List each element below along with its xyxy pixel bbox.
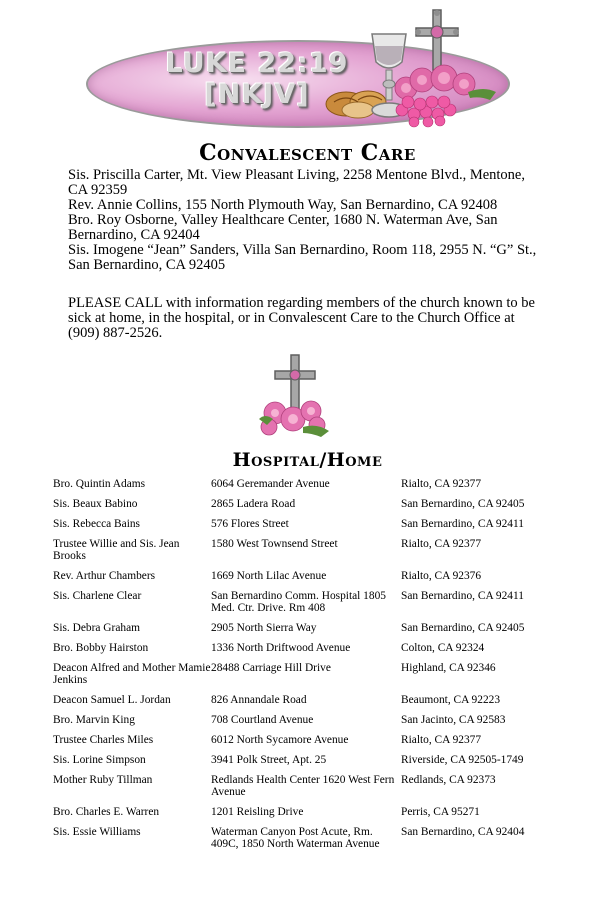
call-notice: PLEASE CALL with information regarding members of the church known to be sick at home, in the hospital, or in Convalescent Care to the Church Office at (909) 887-2526. [68,295,535,341]
member-name: Bro. Marvin King [53,714,135,726]
member-city: Highland, CA 92346 [401,662,496,674]
convalescent-entry: Bro. Roy Osborne, Valley Healthcare Center, 1680 N. Waterman Ave, San Bernardino, CA 92404 [68,212,498,243]
convalescent-list [68,168,546,273]
table-row [53,714,561,734]
member-city: San Bernardino, CA 92405 [401,498,525,510]
member-address: 3941 Polk Street, Apt. 25 [211,754,327,766]
member-address: 2905 North Sierra Way [211,622,317,634]
member-address: 6064 Geremander Avenue [211,478,330,490]
member-address: 2865 Ladera Road [211,498,296,510]
member-address: 576 Flores Street [211,518,289,530]
member-city: Rialto, CA 92376 [401,570,482,582]
table-row [53,662,561,694]
member-city: San Bernardino, CA 92411 [401,590,524,602]
member-address: 708 Courtland Avenue [211,714,314,726]
table-row [53,570,561,590]
verse-line-1: LUKE 22:19 [165,48,349,79]
member-address: 1580 West Townsend Street [211,538,338,550]
member-city: Redlands, CA 92373 [401,774,496,786]
member-name: Sis. Rebecca Bains [53,518,140,530]
member-address: 1336 North Driftwood Avenue [211,642,351,654]
table-row [53,538,561,570]
hospital-home-table [53,478,561,858]
table-row [53,754,561,774]
table-row [53,694,561,714]
member-city: Rialto, CA 92377 [401,734,482,746]
member-name: Mother Ruby Tillman [53,774,153,786]
member-name: Deacon Samuel L. Jordan [53,694,171,706]
member-city: San Bernardino, CA 92405 [401,622,525,634]
member-address: Redlands Health Center 1620 West Fern Avenue [211,774,395,798]
table-row [53,590,561,622]
verse-line-2: [NKJV] [204,79,310,110]
member-address: 6012 North Sycamore Avenue [211,734,349,746]
member-city: Rialto, CA 92377 [401,538,482,550]
member-city: San Bernardino, CA 92404 [401,826,525,838]
member-city: Colton, CA 92324 [401,642,485,654]
table-row [53,642,561,662]
member-address: San Bernardino Comm. Hospital 1805 Med. Ctr. Drive. Rm 408 [211,590,386,614]
member-name: Sis. Lorine Simpson [53,754,146,766]
member-name: Sis. Debra Graham [53,622,140,634]
convalescent-entry: Sis. Imogene “Jean” Sanders, Villa San Bernardino, Room 118, 2955 N. “G” St., San Bernardino, CA 92405 [68,242,537,273]
cross-with-flowers-icon [255,353,335,439]
member-address: Waterman Canyon Post Acute, Rm. 409C, 1850 North Waterman Avenue [211,826,380,850]
table-row [53,826,561,858]
member-city: Beaumont, CA 92223 [401,694,501,706]
member-city: Rialto, CA 92377 [401,478,482,490]
table-row [53,734,561,754]
member-name: Trustee Charles Miles [53,734,154,746]
convalescent-care-title: Convalescent Care [199,140,416,166]
member-city: Riverside, CA 92505-1749 [401,754,524,766]
member-name: Bro. Charles E. Warren [53,806,160,818]
flowers-icon [384,58,504,130]
member-city: San Jacinto, CA 92583 [401,714,506,726]
member-address: 28488 Carriage Hill Drive [211,662,331,674]
member-name: Bro. Quintin Adams [53,478,146,490]
member-name: Bro. Bobby Hairston [53,642,149,654]
convalescent-entry: Rev. Annie Collins, 155 North Plymouth Way, San Bernardino, CA 92408 [68,197,498,213]
table-row [53,498,561,518]
convalescent-entry: Sis. Priscilla Carter, Mt. View Pleasant Living, 2258 Mentone Blvd., Mentone, CA 92359 [68,167,525,198]
table-row [53,806,561,826]
table-row [53,478,561,498]
member-name: Sis. Charlene Clear [53,590,142,602]
member-name: Trustee Willie and Sis. Jean Brooks [53,538,180,562]
member-name: Deacon Alfred and Mother Mamie Jenkins [53,662,211,686]
table-row [53,518,561,538]
member-city: San Bernardino, CA 92411 [401,518,524,530]
member-city: Perris, CA 95271 [401,806,480,818]
member-name: Sis. Essie Williams [53,826,141,838]
member-address: 1669 North Lilac Avenue [211,570,327,582]
member-name: Sis. Beaux Babino [53,498,138,510]
table-row [53,622,561,642]
member-address: 826 Annandale Road [211,694,307,706]
table-row [53,774,561,806]
scripture-banner [86,28,506,124]
hospital-home-title: Hospital/Home [232,449,383,471]
member-address: 1201 Reisling Drive [211,806,304,818]
member-name: Rev. Arthur Chambers [53,570,156,582]
